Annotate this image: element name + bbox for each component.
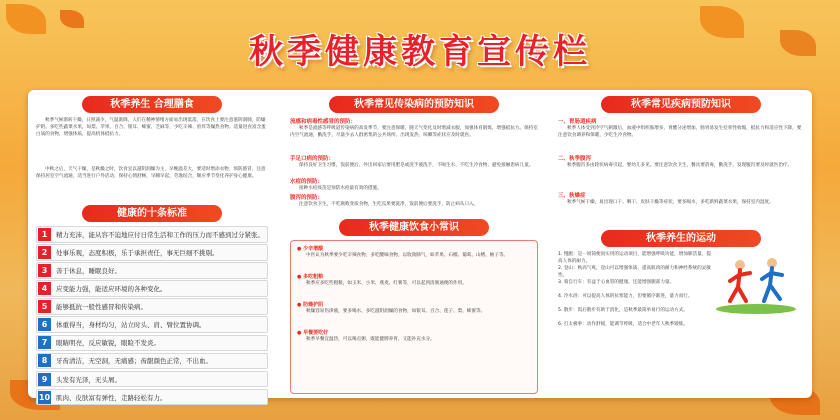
tip-number-badge: 2 xyxy=(38,246,51,259)
section-header: 秋季养生的运动 xyxy=(601,230,761,247)
disease-heading: 三、秋燥症 xyxy=(558,193,586,199)
sport-item: 4. 冷水浴：可以提高人体的抗寒能力，但要循序渐进，量力而行。 xyxy=(558,294,693,299)
subheading: 水痘的预防： xyxy=(290,179,324,185)
tip-text: 头发有光泽，无头屑。 xyxy=(56,375,121,384)
section-header: 秋季常见疾病预防知识 xyxy=(601,96,761,113)
tip-number-badge: 6 xyxy=(38,318,51,331)
tip-text: 精力充沛，能从容不迫地应付日常生活和工作的压力而不感到过分紧张。 xyxy=(56,230,264,239)
column-diet-tips xyxy=(36,96,268,407)
tip-row xyxy=(36,371,268,388)
section-header: 秋季养生 合理膳食 xyxy=(82,96,222,113)
paragraph: 注意饮食卫生，不吃腐败变质食物，生吃瓜果要洗净，饭前便后要洗手，防止病从口入。 xyxy=(299,202,479,207)
tip-text: 牙齿清洁，无空洞，无痛感；齿龈颜色正常，不出血。 xyxy=(56,357,212,366)
tip-row xyxy=(36,298,268,315)
subheading: 手足口病的预防： xyxy=(290,156,335,162)
diet-item-text: 中医认为秋季要少吃辛辣食物，多吃酸味食物，以收敛肺气，如苹果、石榴、葡萄、山楂、柚子等。 xyxy=(306,253,509,258)
sport-item: 2. 登山：秋高气爽，登山可以增强体质，提高肌肉的耐力和神经系统的灵敏性。 xyxy=(558,266,711,278)
tip-row xyxy=(36,389,268,406)
subheading: 腹泻的预防： xyxy=(290,195,324,201)
diet-item-text: 秋燥容易伤津液，要多喝水，多吃滋阴润燥的食物，如银耳、百合、莲子、梨、蜂蜜等。 xyxy=(306,309,486,314)
tips-list xyxy=(36,226,268,405)
tip-row xyxy=(36,335,268,352)
tip-text: 肌肉、皮肤富有弹性，走路轻松有力。 xyxy=(56,393,167,402)
paragraph: 秋季气候渐转干燥，日照减少，气温渐降，人们在精神情绪方面易出现低落，在饮食上要注意滋阴润肺，防燥护阴。多吃些蔬菜水果，如梨、苹果、百合、银耳、蜂蜜、芝麻等，少吃辛辣、煎炸等燥热食物。适量进食富含蛋白质的食物，增强体质，提高机体抵抗力。 xyxy=(36,118,266,137)
paragraph: 接种水痘疫苗是预防水痘最有效的措施。 xyxy=(299,186,382,191)
tip-number-badge: 7 xyxy=(38,336,51,349)
subheading: 流感和病毒性感冒的预防： xyxy=(290,119,357,125)
diet-item-text: 秋季早餐宜温热，可以喝点粥，既能健脾养胃，又能补充水分。 xyxy=(306,337,435,342)
section-header: 秋季健康饮食小常识 xyxy=(339,219,489,236)
paragraph: 中秋之后，天气干燥，是秋燥之时，饮食宜以滋阴润燥为主，早晚温差大，要适时增添衣物，预防感冒。注意保持居室空气流通，适当进行户外活动，保持心情舒畅，早睡早起，劳逸结合，顺应季节变化养护身心健康。 xyxy=(36,167,266,179)
disease-heading: 二、秋季腹泻 xyxy=(558,156,592,162)
tip-number-badge: 3 xyxy=(38,264,51,277)
diet-item-text: 秋季应多吃些粗粮，如玉米、小米、燕麦、红薯等，可以起到清肠通便的作用。 xyxy=(306,281,467,286)
tip-text: 眼睛明亮，反应敏锐，眼睑不发炎。 xyxy=(56,339,160,348)
runners-illustration xyxy=(712,253,800,315)
disease-text: 秋季人体受到冷空气刺激后，血液中组织胺增多，胃酸分泌增加，肠胃易发生痉挛性收缩，抵抗力和适应性下降，要注意饮食调养和保暖，少吃生冷食物。 xyxy=(558,126,802,138)
sport-item: 6. 打太极拳：动作舒缓，能调节呼吸，适合中老年人秋季锻炼。 xyxy=(558,322,688,327)
tip-number-badge: 10 xyxy=(38,392,51,402)
paragraph: 保持良好卫生习惯，饭前便后、外出回家后要用肥皂或洗手液洗手，不喝生水、不吃生冷食物，避免接触患病儿童。 xyxy=(299,163,534,168)
sports-section xyxy=(558,251,804,335)
tip-number-badge: 4 xyxy=(38,282,51,295)
tip-row xyxy=(36,353,268,370)
disease-text: 秋季气候干燥，易出现口干、咽干、皮肤干燥等症状，要多喝水，多吃新鲜蔬菜水果，保持室内湿度。 xyxy=(567,200,774,205)
tip-number-badge: 8 xyxy=(38,354,51,367)
tip-number-badge: 5 xyxy=(38,300,51,313)
tip-text: 应变能力强，能适应环境的各种变化。 xyxy=(56,285,167,294)
disease-list xyxy=(558,117,804,227)
diet-item-heading: ● 多吃粗粮 xyxy=(297,274,324,280)
tip-text: 体重得当，身材均匀，站立时头、肩、臂位置协调。 xyxy=(56,321,206,330)
tip-row xyxy=(36,316,268,333)
tip-text: 处事乐观，态度积极，乐于承担责任，事无巨细不挑剔。 xyxy=(56,248,219,257)
tip-row xyxy=(36,280,268,297)
tip-number-badge: 9 xyxy=(38,373,51,386)
diet-item-heading: ● 防燥护阴 xyxy=(297,302,324,308)
tip-row xyxy=(36,262,268,279)
sport-item: 3. 骑自行车：有益于心血管的健康，还能增强腿部力量。 xyxy=(558,280,675,285)
tip-text: 善于休息，睡眠良好。 xyxy=(56,266,121,275)
sport-item: 5. 散步：饭后散步有助于消化，是秋季最简单易行的运动方式。 xyxy=(558,308,688,313)
disease-text: 秋季腹泻多由轮状病毒引起，婴幼儿多见。要注意饮食卫生，餐具要消毒，勤洗手，发现腹泻要及时就医治疗。 xyxy=(567,163,793,168)
content-panel xyxy=(28,90,812,402)
tip-text: 能够抵抗一般性感冒和传染病。 xyxy=(56,303,147,312)
section-header: 健康的十条标准 xyxy=(82,205,222,222)
tip-row xyxy=(36,244,268,261)
disease-heading: 一、胃肠道疾病 xyxy=(558,119,597,125)
page-title: 秋季健康教育宣传栏 xyxy=(249,32,591,72)
paragraph: 秋季是流感等呼吸道传染病的高发季节，要注意保暖，随天气变化及时增减衣服，加强体育锻炼，增强抵抗力。保持室内空气流通，勤洗手，尽量少去人群密集的公共场所。出现发热、咳嗽等症状应及时就医。 xyxy=(290,126,538,138)
diet-box xyxy=(290,240,538,394)
column-disease-prevention xyxy=(558,96,804,335)
column-infectious-disease xyxy=(290,96,538,394)
diet-item-heading: ● 少辛增酸 xyxy=(297,246,324,252)
sport-item: 1. 慢跑：是一项简便而实用的运动项目，能增强呼吸功能，增加肺活量，提高人体的耐力。 xyxy=(558,252,711,264)
diet-item-heading: ● 早餐要吃好 xyxy=(297,330,329,336)
section-header: 秋季常见传染病的预防知识 xyxy=(329,96,499,113)
tip-row xyxy=(36,226,268,243)
tip-number-badge: 1 xyxy=(38,228,51,241)
